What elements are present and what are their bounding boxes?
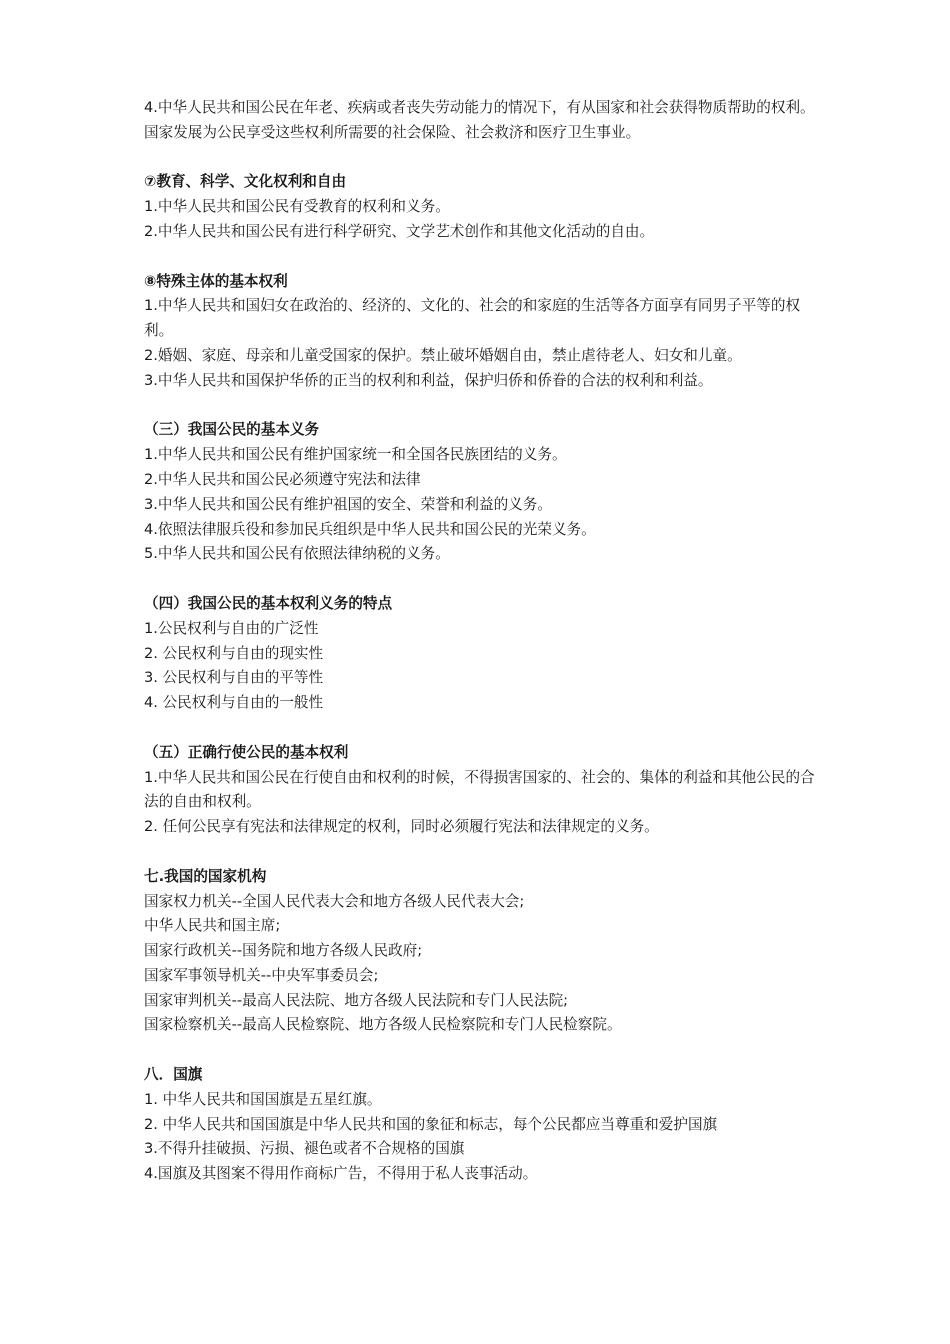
- section-rights-features: [144, 592, 824, 716]
- section-state-organs: [144, 865, 824, 1039]
- list-item: 4. 公民权利与自由的一般性: [144, 694, 324, 712]
- list-item: 中华人民共和国主席;: [144, 917, 281, 935]
- section-title: （三）我国公民的基本义务: [144, 421, 320, 439]
- list-item: 2. 中华人民共和国国旗是中华人民共和国的象征和标志，每个公民都应当尊重和爱护国旗: [144, 1115, 718, 1133]
- list-item: 1.中华人民共和国妇女在政治的、经济的、文化的、社会的和家庭的生活等各方面享有同男子平等的权利。: [144, 297, 801, 340]
- list-item: 3.中华人民共和国保护华侨的正当的权利和利益，保护归侨和侨眷的合法的权利和利益。: [144, 371, 713, 389]
- list-item: 2.婚姻、家庭、母亲和儿童受国家的保护。禁止破坏婚姻自由，禁止虐待老人、妇女和儿童。: [144, 346, 742, 364]
- section-education-rights: [144, 170, 824, 244]
- section-title: ⑧特殊主体的基本权利: [144, 272, 288, 290]
- list-item: 3.中华人民共和国公民有维护祖国的安全、荣誉和利益的义务。: [144, 495, 552, 513]
- list-item: 1.公民权利与自由的广泛性: [144, 619, 319, 637]
- list-item: 2. 任何公民享有宪法和法律规定的权利，同时必须履行宪法和法律规定的义务。: [144, 818, 659, 836]
- list-item: 2. 公民权利与自由的现实性: [144, 644, 324, 662]
- list-item: 3.不得升挂破损、污损、褪色或者不合规格的国旗: [144, 1140, 465, 1158]
- section-basic-duties: [144, 418, 824, 567]
- section-title: ⑦教育、科学、文化权利和自由: [144, 173, 347, 191]
- section-national-flag: [144, 1063, 824, 1187]
- list-item: 1. 中华人民共和国国旗是五星红旗。: [144, 1090, 382, 1108]
- document-page: [144, 96, 824, 1187]
- list-item: 国家检察机关--最高人民检察院、地方各级人民检察院和专门人民检察院。: [144, 1016, 622, 1034]
- section-title: （五）正确行使公民的基本权利: [144, 743, 349, 761]
- section-title: （四）我国公民的基本权利义务的特点: [144, 594, 393, 612]
- list-item: 国家军事领导机关--中央军事委员会;: [144, 966, 379, 984]
- list-item: 2.中华人民共和国公民有进行科学研究、文学艺术创作和其他文化活动的自由。: [144, 222, 655, 240]
- section-special-subjects: [144, 270, 824, 394]
- section-title: 七.我国的国家机构: [144, 867, 267, 885]
- list-item: 4.国旗及其图案不得用作商标广告，不得用于私人丧事活动。: [144, 1165, 538, 1183]
- list-item: 国家权力机关--全国人民代表大会和地方各级人民代表大会;: [144, 892, 525, 910]
- list-item: 5.中华人民共和国公民有依照法律纳税的义务。: [144, 545, 450, 563]
- paragraph-item-4: 4.中华人民共和国公民在年老、疾病或者丧失劳动能力的情况下，有从国家和社会获得物质帮助的权利。国家发展为公民享受这些权利所需要的社会保险、社会救济和医疗卫生事业。: [144, 99, 815, 141]
- list-item: 国家行政机关--国务院和地方各级人民政府;: [144, 942, 423, 960]
- section-title: 八．国旗: [144, 1066, 203, 1084]
- list-item: 4.依照法律服兵役和参加民兵组织是中华人民共和国公民的光荣义务。: [144, 520, 596, 538]
- section-exercise-rights: [144, 741, 824, 840]
- list-item: 2.中华人民共和国公民必须遵守宪法和法律: [144, 470, 421, 488]
- list-item: 国家审判机关--最高人民法院、地方各级人民法院和专门人民法院;: [144, 991, 569, 1009]
- list-item: 1.中华人民共和国公民在行使自由和权利的时候，不得损害国家的、社会的、集体的利益和其他公民的合法的自由和权利。: [144, 768, 815, 811]
- list-item: 1.中华人民共和国公民有受教育的权利和义务。: [144, 198, 450, 216]
- list-item: 1.中华人民共和国公民有维护国家统一和全国各民族团结的义务。: [144, 446, 567, 464]
- list-item: 3. 公民权利与自由的平等性: [144, 669, 324, 687]
